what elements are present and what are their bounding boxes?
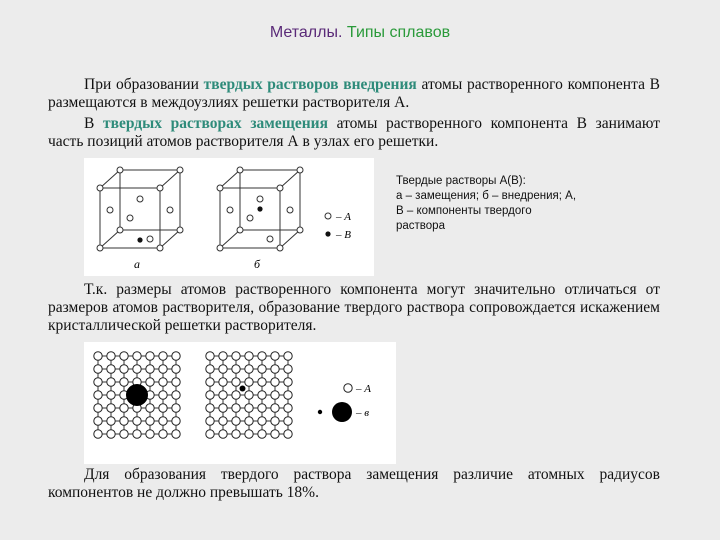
label-b: б [254,257,261,271]
solute-atom-a [137,237,142,242]
title-part1: Металлы. [269,24,343,41]
lattice-diagram [84,342,396,464]
figure-lattice-distortion [84,342,396,464]
key-a-label: – А [336,211,351,223]
page-title [0,24,720,42]
p2-highlight: твердых растворах замещения [103,115,328,132]
p1-text-a: При образовании [84,76,204,93]
paragraph-interstitial [48,76,660,112]
key-solvent-atom [344,384,352,392]
figure-legend [396,174,636,234]
paragraph-substitution [48,115,660,151]
key-small-atom [318,410,322,414]
legend-line2: а – замещения; б – внедрения; А, [396,190,577,202]
p2-text-b: атомы растворенного компонента В занимают часть позиций атомов растворителя А в узлах его решетки. [48,115,661,150]
figure-unit-cells [84,158,374,276]
key-large-atom [332,402,352,422]
legend-line4: раствора [396,220,445,232]
key-b-atom [325,231,330,236]
paragraph-radius-rule: Для образования твердого раствора замещения различие атомных радиусов компонентов не должно превышать 18%. [48,466,660,501]
p2-text-a: В [84,115,104,132]
lattice-interstitial [206,352,292,438]
unit-cells-diagram [84,158,374,276]
label-a: а [134,257,140,271]
legend-line1: Твердые растворы А(В): [396,175,526,187]
lattice-substitution [94,352,180,438]
p1-text-b: атомы растворенного компонента В размещаются в междоузлиях решетки растворителя А. [48,76,660,111]
legend-line3: В – компоненты твердого [396,205,532,217]
key2-b-label: – в [356,407,370,419]
title-part2: Типы сплавов [346,24,451,41]
p1-highlight: твердых растворов внедрения [203,76,417,93]
key-b-label: – В [336,229,351,241]
solute-atom-b [257,206,262,211]
paragraph-distortion: Т.к. размеры атомов растворенного компонента могут значительно отличаться от размеров атомов растворителя, образование твердого раствора сопровождается искажением кристаллической решетки растворителя. [48,281,660,334]
large-solute-atom [126,384,148,406]
key2-a-label: – А [356,383,371,395]
interstitial-atom [240,386,246,392]
